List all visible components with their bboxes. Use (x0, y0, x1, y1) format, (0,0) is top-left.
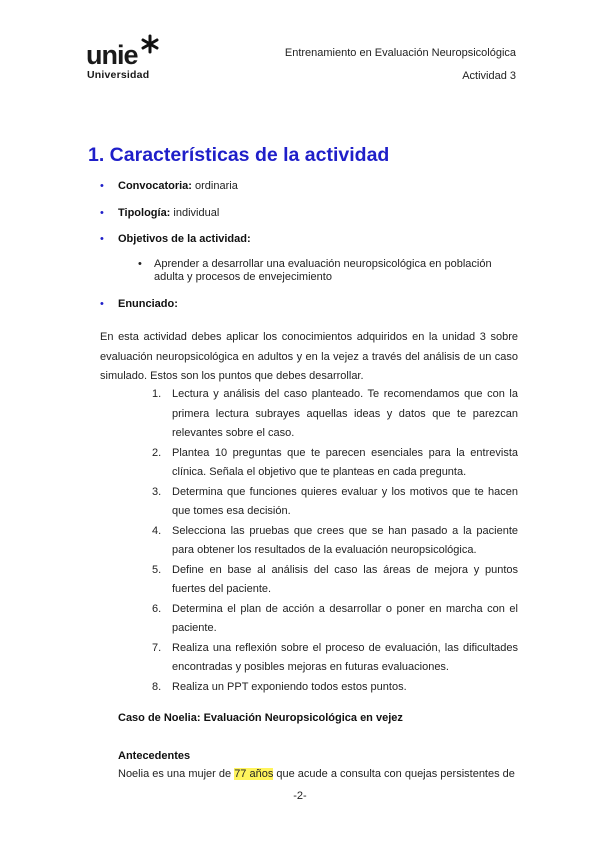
bullet-objetivos (100, 233, 251, 245)
step-text: Define en base al análisis del caso las áreas de mejora y puntos fuertes del paciente. (172, 563, 518, 595)
list-item (150, 444, 518, 483)
sub-bullet-dot-icon: • (138, 258, 142, 270)
step-text: Determina que funciones quieres evaluar y los motivos que te hacen que tomes esa decisión. (172, 485, 518, 517)
steps-list (150, 385, 518, 697)
highlighted-age: 77 años (234, 768, 274, 780)
logo-subtitle: Universidad (87, 69, 150, 81)
bullet-dot-icon: • (100, 207, 104, 219)
bullet-label: Convocatoria: (118, 180, 192, 192)
step-text: Determina el plan de acción a desarrollar o poner en marcha con el paciente. (172, 602, 518, 634)
bullet-dot-icon: • (100, 298, 104, 310)
step-number: 2. (152, 446, 162, 459)
step-text: Selecciona las pruebas que crees que se han pasado a la paciente para obtener los resultados de la evaluación neuropsicológica. (172, 524, 518, 556)
objective-item (138, 258, 518, 284)
objective-text: Aprender a desarrollar una evaluación neuropsicológica en población adulta y procesos de envejecimiento (154, 258, 492, 283)
page-number: -2- (293, 790, 307, 802)
step-number: 1. (152, 388, 162, 400)
bullet-convocatoria (100, 180, 238, 192)
section-title: 1. Características de la actividad (88, 144, 390, 166)
bullet-label: Enunciado: (118, 298, 178, 310)
list-item (150, 639, 518, 678)
step-number: 5. (152, 563, 162, 576)
step-number: 3. (152, 485, 162, 498)
step-number: 8. (152, 680, 162, 693)
step-number: 7. (152, 641, 162, 654)
bullet-dot-icon: • (100, 180, 104, 192)
header-activity: Actividad 3 (462, 70, 516, 82)
step-text: Lectura y análisis del caso planteado. Te recomendamos que con la primera lectura subrayes aquellas ideas y datos que te parezcan relevantes sobre el caso. (172, 388, 518, 439)
step-number: 4. (152, 524, 162, 537)
step-number: 6. (152, 602, 162, 615)
bullet-value: individual (170, 207, 220, 219)
antecedentes-text (118, 768, 518, 780)
list-item (150, 678, 518, 698)
bullet-dot-icon: • (100, 233, 104, 245)
list-item (150, 561, 518, 600)
logo-word: unie (86, 40, 138, 70)
intro-paragraph: En esta actividad debes aplicar los conocimientos adquiridos en la unidad 3 sobre evaluación neuropsicológica en adultos y en la vejez a través del análisis de un caso simulado. Estos son los puntos que debes desarrollar. (100, 331, 518, 382)
bullet-label: Tipología: (118, 207, 171, 219)
bullet-enunciado (100, 298, 178, 310)
list-item (150, 522, 518, 561)
list-item (150, 385, 518, 444)
list-item (150, 600, 518, 639)
step-text: Plantea 10 preguntas que te parecen esenciales para la entrevista clínica. Señala el objetivo que te planteas en cada pregunta. (172, 446, 518, 478)
antecedentes-title: Antecedentes (118, 750, 191, 762)
case-title: Caso de Noelia: Evaluación Neuropsicológica en vejez (118, 712, 403, 724)
bullet-tipologia (100, 207, 219, 219)
bullet-value: ordinaria (191, 180, 238, 192)
asterisk-logo-icon (140, 34, 160, 54)
header-course: Entrenamiento en Evaluación Neuropsicológica (284, 47, 516, 59)
unie-logo (86, 36, 176, 86)
step-text: Realiza una reflexión sobre el proceso de evaluación, las dificultades encontradas y posibles mejoras en futuras evaluaciones. (172, 641, 518, 673)
antecedentes-after: que acude a consulta con quejas persistentes de (273, 768, 515, 780)
step-text: Realiza un PPT exponiendo todos estos puntos. (172, 680, 407, 693)
antecedentes-before: Noelia es una mujer de (118, 768, 235, 780)
bullet-label: Objetivos de la actividad: (118, 233, 251, 245)
list-item (150, 483, 518, 522)
